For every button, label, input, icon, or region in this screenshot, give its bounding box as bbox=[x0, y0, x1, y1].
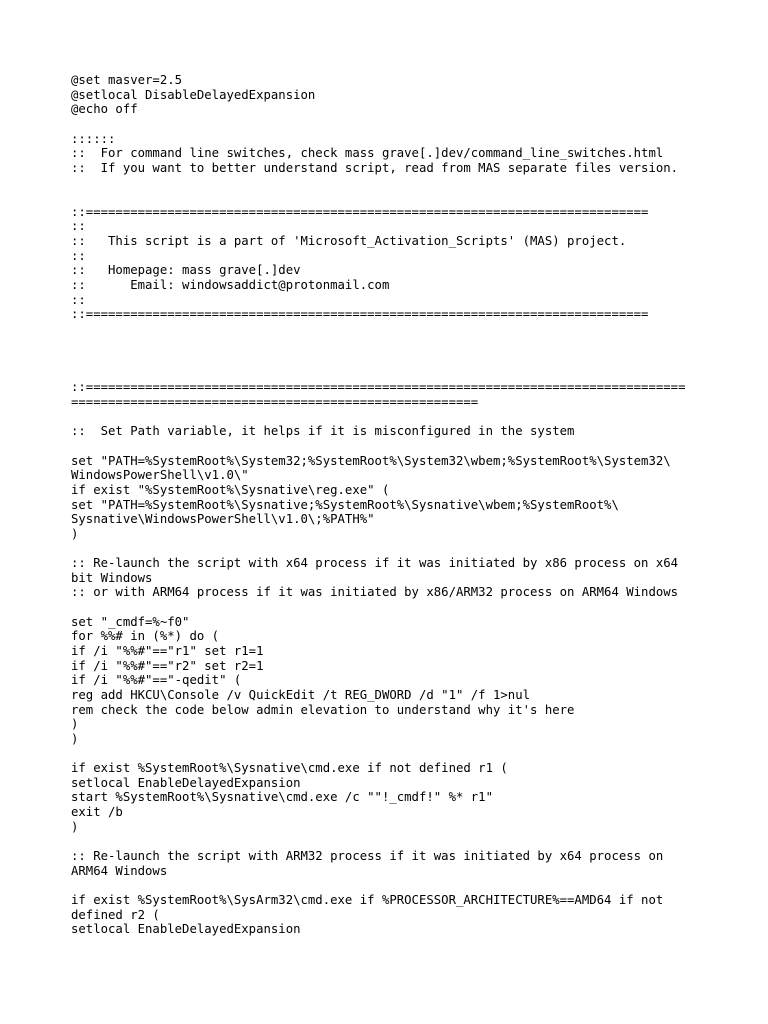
script-line: :: This script is a part of 'Microsoft_Activation_Scripts' (MAS) project. bbox=[71, 234, 627, 249]
script-line bbox=[71, 834, 711, 849]
script-line bbox=[71, 366, 711, 381]
script-line: rem check the code below admin elevation to understand why it's here bbox=[71, 702, 575, 717]
script-line bbox=[71, 117, 711, 132]
script-line: :: Homepage: mass grave[.]dev bbox=[71, 263, 301, 278]
script-line bbox=[71, 175, 711, 190]
script-line bbox=[71, 351, 711, 366]
script-line bbox=[71, 600, 711, 615]
script-line: :: For command line switches, check mass grave[.]dev/command_line_switches.html bbox=[71, 146, 664, 161]
script-line: ::================================================================================= bbox=[71, 380, 686, 395]
script-line: :: bbox=[71, 248, 86, 263]
script-line: for %%# in (%*) do ( bbox=[71, 629, 220, 644]
document-page bbox=[71, 73, 711, 937]
script-line: if /i "%%#"=="r2" set r2=1 bbox=[71, 658, 264, 673]
script-line: bit Windows bbox=[71, 570, 153, 585]
script-line: :: If you want to better understand script, read from MAS separate files version. bbox=[71, 160, 679, 175]
script-line: ::============================================================================ bbox=[71, 204, 649, 219]
script-line: :: Re-launch the script with ARM32 process if it was initiated by x64 process on bbox=[71, 848, 664, 863]
script-line: defined r2 ( bbox=[71, 907, 160, 922]
script-line: :: bbox=[71, 219, 86, 234]
script-text-body bbox=[71, 73, 711, 937]
script-line: setlocal EnableDelayedExpansion bbox=[71, 775, 301, 790]
script-line bbox=[71, 190, 711, 205]
script-line: ) bbox=[71, 819, 79, 834]
script-line: @set masver=2.5 bbox=[71, 73, 183, 87]
script-line bbox=[71, 878, 711, 893]
script-line: if exist %SystemRoot%\SysArm32\cmd.exe if %PROCESSOR_ARCHITECTURE%==AMD64 if not bbox=[71, 892, 664, 907]
script-line: WindowsPowerShell\v1.0\" bbox=[71, 468, 249, 483]
script-line bbox=[71, 410, 711, 425]
script-line: if /i "%%#"=="r1" set r1=1 bbox=[71, 643, 264, 658]
script-line: set "PATH=%SystemRoot%\System32;%SystemRoot%\System32\wbem;%SystemRoot%\System32\ bbox=[71, 453, 671, 468]
script-line: :: Set Path variable, it helps if it is misconfigured in the system bbox=[71, 424, 575, 439]
script-line: @echo off bbox=[71, 102, 138, 117]
script-line: :: bbox=[71, 292, 86, 307]
script-line: ) bbox=[71, 731, 79, 746]
script-line: if exist "%SystemRoot%\Sysnative\reg.exe" ( bbox=[71, 482, 390, 497]
script-line: @setlocal DisableDelayedExpansion bbox=[71, 87, 316, 102]
script-line: Sysnative\WindowsPowerShell\v1.0\;%PATH%" bbox=[71, 512, 375, 527]
script-line: ARM64 Windows bbox=[71, 863, 168, 878]
script-line bbox=[71, 337, 711, 352]
script-line: if exist %SystemRoot%\Sysnative\cmd.exe if not defined r1 ( bbox=[71, 761, 508, 776]
script-line: :: Email: windowsaddict@protonmail.com bbox=[71, 277, 390, 292]
script-line: reg add HKCU\Console /v QuickEdit /t REG_DWORD /d "1" /f 1>nul bbox=[71, 687, 531, 702]
script-line bbox=[71, 746, 711, 761]
script-line: start %SystemRoot%\Sysnative\cmd.exe /c ""!_cmdf!" %* r1" bbox=[71, 790, 493, 805]
script-line: set "_cmdf=%~f0" bbox=[71, 614, 190, 629]
script-line: ======================================================= bbox=[71, 395, 479, 410]
script-line bbox=[71, 542, 711, 557]
script-line: :: Re-launch the script with x64 process if it was initiated by x86 process on x64 bbox=[71, 556, 679, 571]
script-line: :::::: bbox=[71, 131, 116, 146]
script-line: setlocal EnableDelayedExpansion bbox=[71, 922, 301, 937]
script-line: if /i "%%#"=="-qedit" ( bbox=[71, 673, 242, 688]
script-line: ::============================================================================ bbox=[71, 307, 649, 322]
script-line: ) bbox=[71, 717, 79, 732]
script-line: set "PATH=%SystemRoot%\Sysnative;%SystemRoot%\Sysnative\wbem;%SystemRoot%\ bbox=[71, 497, 619, 512]
script-line: ) bbox=[71, 526, 79, 541]
script-line: :: or with ARM64 process if it was initiated by x86/ARM32 process on ARM64 Windows bbox=[71, 585, 679, 600]
script-line bbox=[71, 322, 711, 337]
script-line: exit /b bbox=[71, 805, 123, 820]
script-line bbox=[71, 439, 711, 454]
